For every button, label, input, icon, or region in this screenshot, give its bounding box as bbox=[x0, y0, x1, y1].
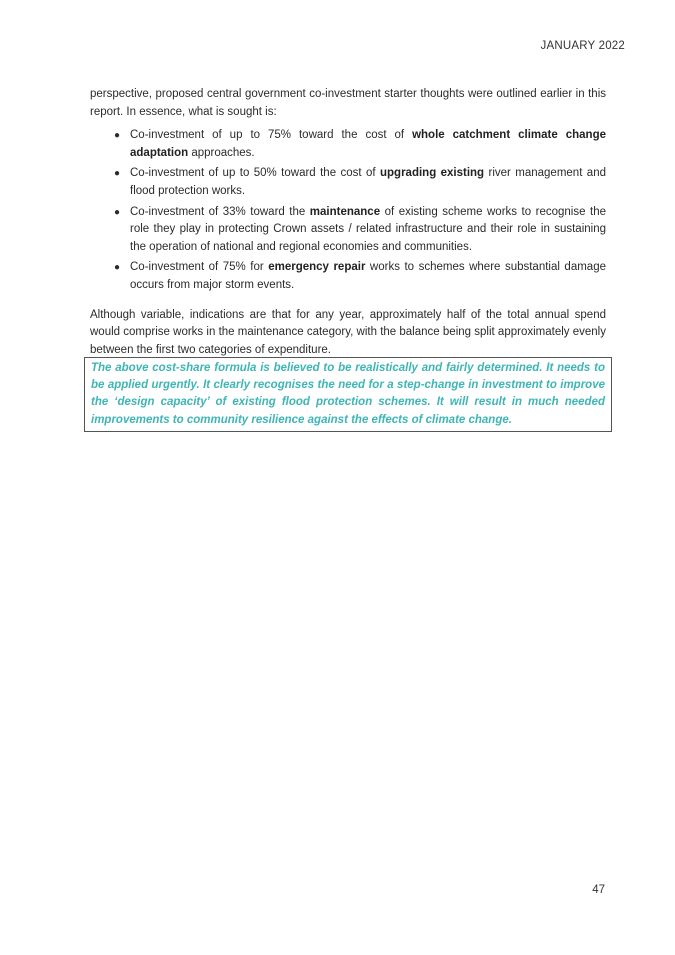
header-date: JANUARY 2022 bbox=[540, 40, 625, 52]
bullet-icon: ● bbox=[114, 206, 121, 218]
list-item bbox=[114, 127, 606, 162]
intro-paragraph: perspective, proposed central government co-investment starter thoughts were outlined earlier in this report. In essence, what is sought is: bbox=[90, 88, 606, 118]
list-item-text: Co-investment of up to 75% toward the cost of bbox=[130, 129, 413, 142]
list-item-emphasis: maintenance bbox=[309, 205, 381, 218]
list-item-text: Co-investment of up to 50% toward the cost of bbox=[130, 167, 380, 180]
list-item-emphasis: whole catchment climate change adaptation bbox=[130, 129, 606, 159]
closing-paragraph: Although variable, indications are that for any year, approximately half of the total annual spend would comprise works in the maintenance category, with the balance being split approximately evenly between the first two categories of expenditure. bbox=[90, 308, 606, 356]
callout-box: The above cost-share formula is believed to be realistically and fairly determined. It needs to be applied urgently. It clearly recognises the need for a step-change in investment to improve the ‘design capacity’ of existing flood protection schemes. It will result in much needed improvements to community resilience against the effects of climate change. bbox=[84, 357, 612, 432]
list-item-text: of existing scheme works to recognise the role they play in protecting Crown assets / related infrastructure and their role in sustaining the operation of national and regional economies and communities. bbox=[130, 205, 606, 253]
list-item-text: Co-investment of 75% for bbox=[130, 261, 269, 274]
list-item bbox=[114, 165, 606, 200]
list-item-text: river management and flood protection works. bbox=[130, 167, 606, 197]
bullet-icon: ● bbox=[114, 262, 121, 274]
bullet-icon: ● bbox=[114, 130, 121, 142]
list-item-emphasis: emergency repair bbox=[268, 261, 366, 274]
page-number: 47 bbox=[592, 884, 605, 896]
list-item-text: approaches. bbox=[188, 146, 255, 159]
list-item bbox=[114, 259, 606, 294]
list-item-emphasis: upgrading existing bbox=[380, 167, 485, 180]
list-item-text: Co-investment of 33% toward the bbox=[130, 205, 310, 218]
list-item-text: works to schemes where substantial damage occurs from major storm events. bbox=[130, 261, 606, 291]
co-investment-list bbox=[90, 127, 606, 294]
body-content bbox=[90, 86, 606, 359]
bullet-icon: ● bbox=[114, 168, 121, 180]
list-item bbox=[114, 204, 606, 257]
